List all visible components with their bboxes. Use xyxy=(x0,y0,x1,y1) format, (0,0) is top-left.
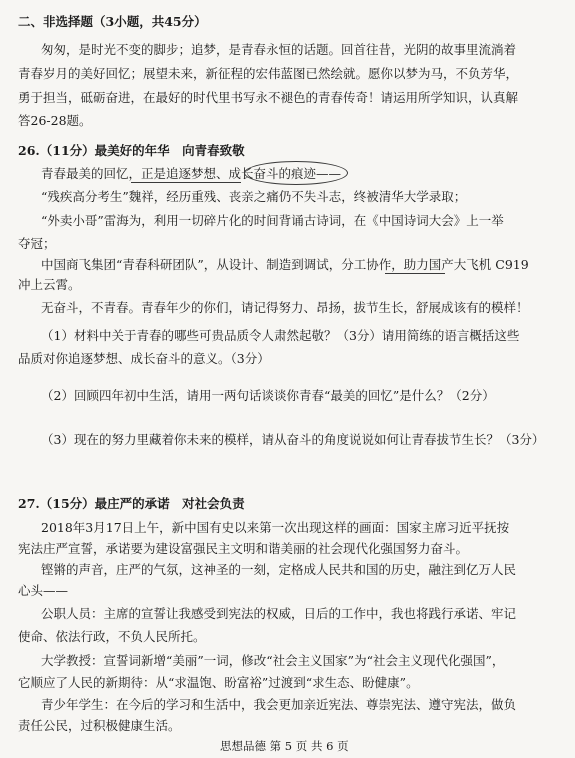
q27-material-line-6: 使命、依法行政，不负人民所托。 xyxy=(18,629,206,644)
q26-material-line-4: 夺冠； xyxy=(18,236,56,251)
q26-subquestion-1-line-2: 品质对你追逐梦想、成长奋斗的意义。（3分） xyxy=(18,351,270,366)
handwritten-circle xyxy=(244,161,348,185)
q27-title: 27.（15分）最庄严的承诺 对社会负责 xyxy=(18,496,245,511)
intro-line-1: 匆匆，是时光不变的脚步；追梦，是青春永恒的话题。回首往昔，光阴的故事里流淌着 xyxy=(41,42,517,57)
q26-material-line-7: 无奋斗，不青春。青春年少的你们，请记得努力、昂扬，拔节生长，舒展成该有的模样！ xyxy=(41,300,529,315)
handwritten-underline xyxy=(131,182,241,183)
intro-line-4: 答26-28题。 xyxy=(18,113,92,128)
section-heading: 二、非选择题（3小题，共45分） xyxy=(18,14,207,29)
handwritten-underline xyxy=(385,273,445,274)
q26-subquestion-2: （2）回顾四年初中生活，请用一两句话谈谈你青春“最美的回忆”是什么？（2分） xyxy=(41,388,495,403)
q26-material-line-1: 青春最美的回忆，正是追逐梦想、成长奋斗的痕迹—— xyxy=(41,166,342,181)
q26-material-line-2: “残疾高分考生”魏祥，经历重残、丧亲之痛仍不失斗志，终被清华大学录取； xyxy=(41,189,467,204)
q27-material-line-9: 青少年学生：在今后的学习和生活中，我会更加亲近宪法、尊崇宪法、遵守宪法，做负 xyxy=(41,697,517,712)
q27-material-line-8: 它顺应了人民的新期待：从“求温饱、盼富裕”过渡到“求生态、盼健康”。 xyxy=(18,675,419,690)
intro-line-3: 勇于担当，砥砺奋进，在最好的时代里书写永不褪色的青春传奇！请运用所学知识，认真解 xyxy=(18,90,519,105)
q27-material-line-3: 铿锵的声音，庄严的气氛，这神圣的一刻，定格成人民共和国的历史，融注到亿万人民 xyxy=(41,562,517,577)
q26-material-line-6: 冲上云霄。 xyxy=(18,277,81,292)
q27-material-line-2: 宪法庄严宣誓，承诺要为建设富强民主文明和谐美丽的社会现代化强国努力奋斗。 xyxy=(18,541,469,556)
q26-title: 26.（11分）最美好的年华 向青春致敬 xyxy=(18,143,245,158)
intro-line-2: 青春岁月的美好回忆；展望未来，新征程的宏伟蓝图已然绘就。愿你以梦为马，不负芳华， xyxy=(18,66,519,81)
q27-material-line-5: 公职人员：主席的宣誓让我感受到宪法的权威，日后的工作中，我也将践行承诺、牢记 xyxy=(41,606,517,621)
q26-subquestion-3: （3）现在的努力里藏着你未来的模样，请从奋斗的角度说说如何让青春拔节生长？（3分） xyxy=(41,432,545,447)
q26-subquestion-1-line-1: （1）材料中关于青春的哪些可贵品质令人肃然起敬？（3分）请用简练的语言概括这些 xyxy=(41,328,520,343)
q27-material-line-10: 责任公民，过积极健康生活。 xyxy=(18,718,181,733)
q26-material-line-5: 中国商飞集团“青春科研团队”，从设计、制造到调试，分工协作，助力国产大飞机 C919 xyxy=(41,257,529,272)
q27-material-line-7: 大学教授：宣誓词新增“美丽”一词，修改“社会主义国家”为“社会主义现代化强国”， xyxy=(41,653,505,668)
q27-material-line-4: 心头—— xyxy=(18,583,69,598)
q26-material-line-3: “外卖小哥”雷海为，利用一切碎片化的时间背诵古诗词，在《中国诗词大会》上一举 xyxy=(41,213,504,228)
q27-material-line-1: 2018年3月17日上午，新中国有史以来第一次出现这样的画面：国家主席习近平抚按 xyxy=(41,520,510,535)
page-footer: 思想品德 第 5 页 共 6 页 xyxy=(220,739,349,753)
